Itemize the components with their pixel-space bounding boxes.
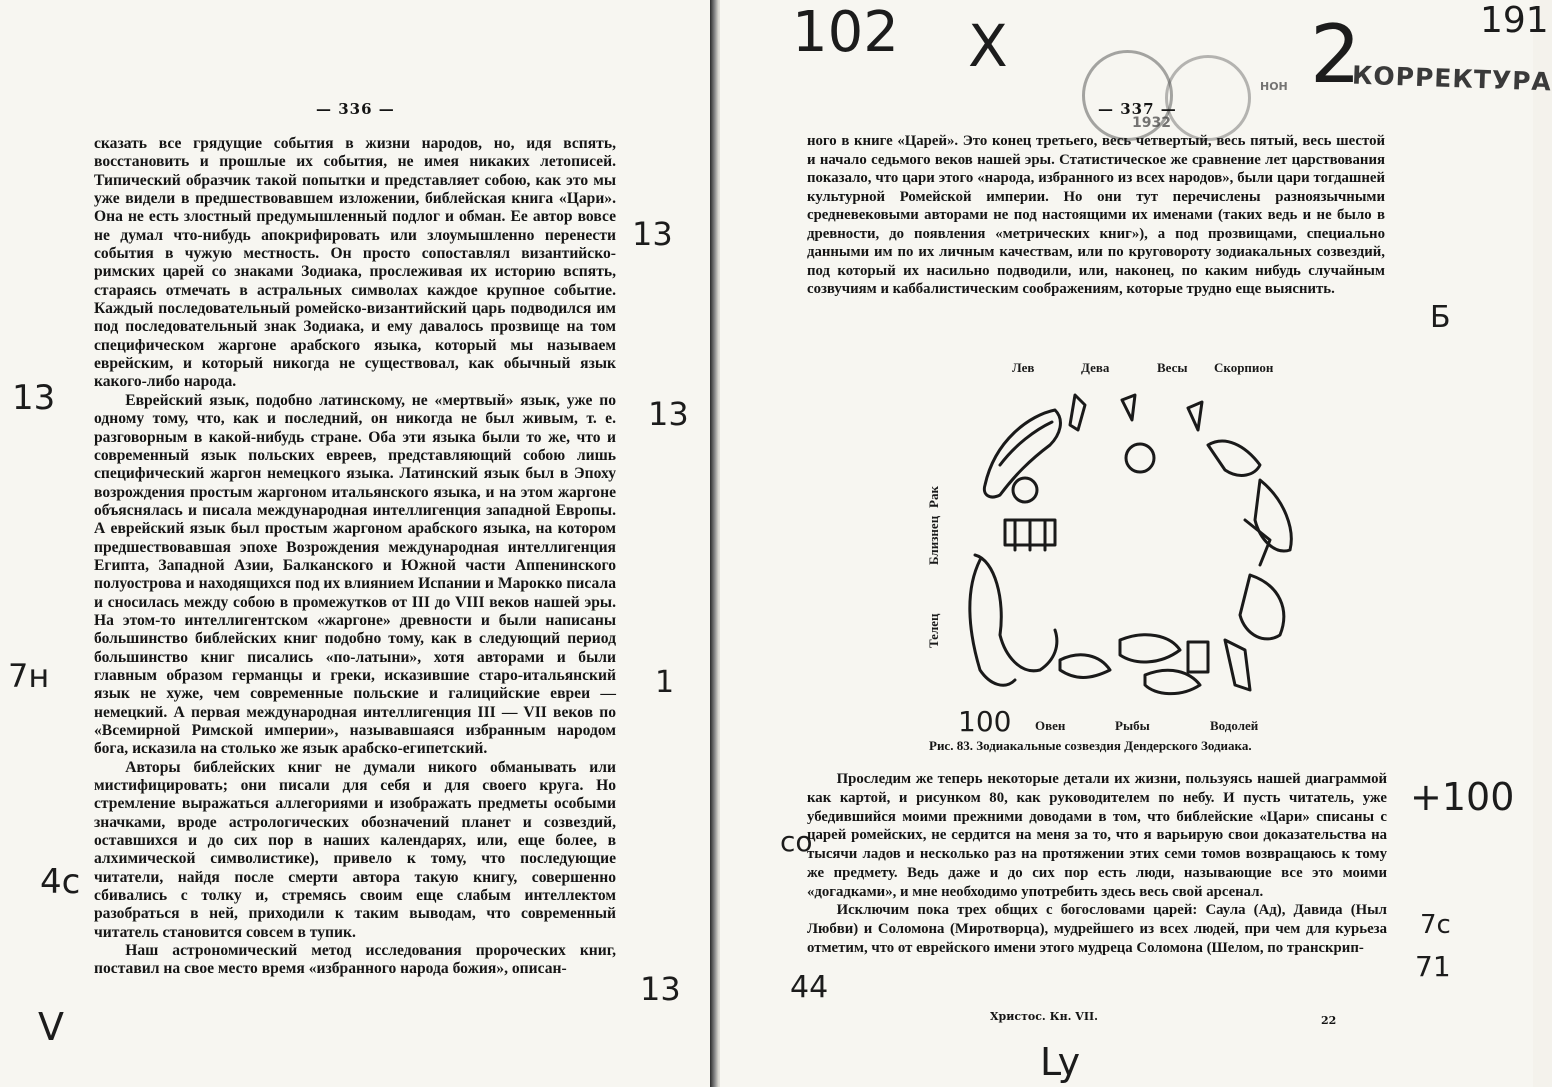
margin-note: 7с [1420,910,1451,940]
handwritten-number: 100 [958,705,1012,738]
body-text [807,770,1387,958]
handwritten-mark: X [968,12,1008,80]
margin-note: 13 [648,395,689,433]
correction-stamp: КОРРЕКТУРА [1351,60,1552,97]
margin-note: V [38,1005,64,1049]
sheet-number: 22 [1321,1014,1337,1027]
margin-note: co [780,825,813,858]
zodiac-figure [960,390,1320,720]
paragraph: ного в книге «Царей». Это конец третьего, весь четвертый, весь пятый, весь шестой и начало седьмого веков нашей эры. Статистическое же сравнение лет царствования показало, что цари этого «народа, избранного из всех народов», были цари тогдашней культурной Ромейской империи. Но они тут перечислены разноязычными средневековыми авторами не под настоящими их именами (таких ведь и не было в древности, до появления «метрических книг»), а под прозвищами, специально данными им по их личным качествам, или по круговороту зодиакальных созвездий, под который их насильно подводили, или, наконец, по каким нибудь случайным созвучиям и каббалистическим соображениям, которые трудно еще выяснить. [807,133,1385,297]
page-number: — 337 — [1098,100,1177,118]
paragraph: Авторы библейских книг не думали никого обманывать или мистифицировать; они писали для себя и для своего круга. Но стремление выражаться аллегориями и изображать предметы особыми значками, вроде астрологических обозначений планет и созвездий, оставшихся и до сих пор в наших календарях, или, еще более, в алхимической символистике), привело к тому, что последующие читатели, найдя после смерти автора такую книгу, совершенно сбивались с толку и, стремясь своим еще слабым интеллектом разобраться в ней, приходили к таким выводам, что современный читатель становится совсем в тупик. [94,758,616,941]
figure-caption: Рис. 83. Зодиакальные созвездия Дендерского Зодиака. [929,738,1252,753]
zodiac-label: Рыбы [1115,718,1150,733]
zodiac-label: Телец [926,613,941,648]
margin-note: 7н [8,657,50,695]
page-number: — 336 — [316,100,395,118]
handwritten-mark: 2 [1310,8,1361,101]
zodiac-label: Весы [1157,360,1188,375]
paragraph: Проследим же теперь некоторые детали их жизни, пользуясь нашей диаграммой как картой, и рисунком 80, как руководителем по небу. И пусть читатель, уже убедившийся моими прежними доводами в том, что библейские «Цари» списаны с царей ромейских, не сердится на меня за то, что я варьирую свои доказательства на тысячи ладов и несколько раз на протяжении этих семи томов возвращаюсь к тому же предмету. Ведь даже и до сих пор есть люди, называющие все это моими «догадками», и мне необходимо употребить здесь весь свой арсенал. [807,771,1387,900]
margin-note: +100 [1410,775,1515,819]
margin-note: 4с [40,862,81,902]
body-text [94,135,616,979]
margin-note: Ly [1040,1040,1081,1084]
paragraph: Еврейский язык, подобно латинскому, не «мертвый» язык, уже по одному тому, что, как и последний, он никогда не был живым, т. е. разговорным в какой-нибудь стране. Оба эти языка были то же, что и современный язык польских евреев, представляющий собою лишь специфический жаргон немецкого языка. Латинский язык был в Эпоху возрождения простым жаргоном итальянского языка, и на этом жаргоне объяснялась и писала международная интеллигенция западной Европы. А еврейский язык был простым жаргоном арабского языка, на котором предшествовавшая эпохе Возрождения международная интеллигенция Египта, Западной Азии, Балканского и Южной части Аппенинского полуострова и находящихся под их влиянием Испании и Марокко писала и сносилась между собою в промежутков от III до VIII веков нашей эры. На этом-то интеллигентском «жаргоне» древности и были написаны большинство библейских книг подобно тому, как в следующий период большинство книг писались «по-латыни», хотя авторами и были главным образом германцы и греки, исказившие старо-итальянский язык не хуже, чем современные польские и галицийские евреи — немецкий. А первая международная интеллигенция III — VII веков по «Всемирной Римской империи», называвшаяся избранным народом бога, исказила на столько же язык арабско-египетский. [94,391,616,758]
handwritten-number: 102 [792,0,899,65]
zodiac-label: Водолей [1210,718,1259,733]
margin-note: Б [1430,300,1451,335]
stamp-month: НОН [1260,80,1288,93]
margin-note: 44 [790,970,829,1005]
zodiac-label: Лев [1012,360,1035,375]
zodiac-label: Дева [1081,360,1110,375]
margin-note: 71 [1415,950,1451,983]
margin-note: 13 [632,215,673,253]
postmark-stamp [1165,55,1251,141]
paragraph: сказать все грядущие события в жизни народов, но, идя вспять, восстановить и прошлые их события, не имея никаких летописей. Типический образчик такой попытки и представляет собою, как это мы уже видели в предшествовавшем изложении, библейская книга «Цари». Она не есть злостный предумышленный подлог и обман. Ее автор вовсе не думал что-нибудь апокрифировать или злоумышленно перенести события в чужую местность. Он просто сопоставлял византийско-римских царей со знаками Зодиака, прослеживая их историю вспять, стараясь отмечать в астральных символах каждое крупное событие. Каждый последовательный ромейско-византийский царь подводился им под последовательный знак Зодиака, и ему давалось прозвище на том специфическом жаргоне арабского языка, который мы называем еврейским, и который никогда не существовал, как обычный язык какого-либо народа. [94,135,616,391]
margin-note: 13 [640,970,681,1008]
zodiac-label: Скорпион [1214,360,1274,375]
handwritten-number: 191 [1480,0,1549,41]
right-page [720,0,1552,1087]
left-page [0,0,712,1087]
paragraph: Наш астрономический метод исследования пророческих книг, поставил на свое место время «избранного народа божия», описан- [94,942,616,978]
paragraph: Исключим пока трех общих с богословами царей: Саула (Ад), Давида (Ныл Любви) и Соломона (Миротворца), мудрейшего из всех людей, при чем для курьеза отметим, что от еврейского имени этого мудреца Соломона (Шелом, по транскрип- [807,902,1387,956]
stamp-year: 1932 [1132,115,1171,131]
margin-note: 13 [12,378,56,418]
zodiac-label: Овен [1035,718,1066,733]
zodiac-label: Рак [926,486,941,508]
body-text [807,132,1385,299]
book-signature-title: Христос. Кн. VII. [990,1010,1098,1023]
zodiac-label: Близнец [926,515,941,565]
margin-note: 1 [655,665,675,700]
